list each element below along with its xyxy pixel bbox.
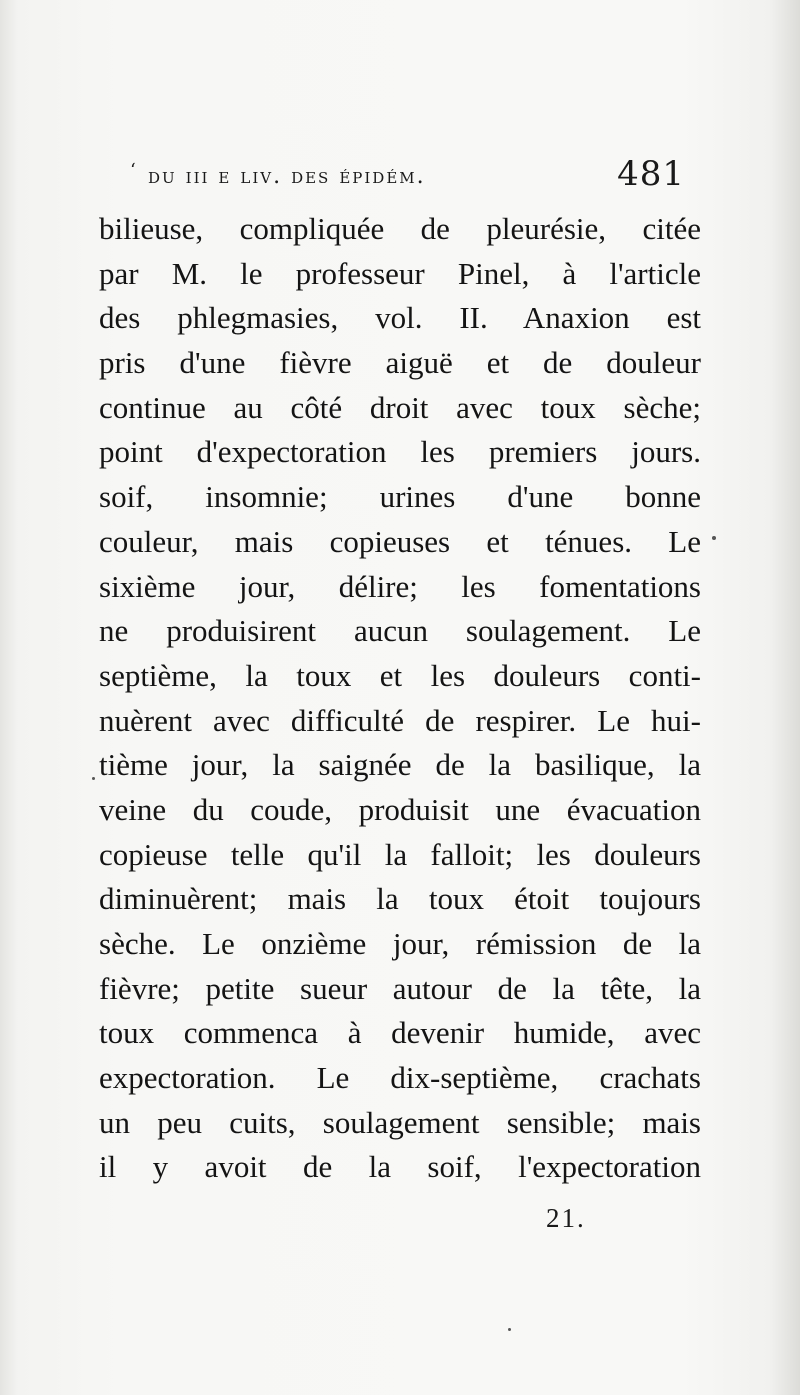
paper-speck	[508, 1328, 511, 1331]
text-line: expectoration. Le dix-septième, crachats	[99, 1060, 701, 1096]
text-line: toux commenca à devenir humide, avec	[99, 1015, 701, 1051]
paper-speck	[92, 777, 95, 780]
text-line: sèche. Le onzième jour, rémission de la	[99, 926, 701, 961]
text-line: veine du coude, produisit une évacuation	[99, 791, 701, 827]
text-line: soif, insomnie; urines d'une bonne	[99, 479, 701, 515]
text-line: bilieuse, compliquée de pleurésie, citée	[99, 211, 701, 246]
text-line: point d'expectoration les premiers jours.	[99, 434, 701, 470]
signature-mark: 21.	[546, 1203, 586, 1233]
text-line: couleur, mais copieuses et ténues. Le	[99, 523, 701, 559]
text-line: sixième jour, délire; les fomentations	[99, 568, 701, 604]
text-line: il y avoit de la soif, l'expectoration	[99, 1149, 701, 1185]
page-number: 481	[617, 154, 685, 194]
text-line: par M. le professeur Pinel, à l'article	[99, 255, 701, 291]
text-line: un peu cuits, soulagement sensible; mais	[99, 1104, 701, 1140]
text-line: des phlegmasies, vol. II. Anaxion est	[99, 300, 701, 336]
page-header	[130, 152, 685, 202]
header-mark: ‘	[130, 160, 136, 181]
text-line: tième jour, la saignée de la basilique, la	[99, 747, 701, 783]
text-line: septième, la toux et les douleurs conti-	[99, 657, 701, 693]
text-line: continue au côté droit avec toux sèche;	[99, 389, 701, 425]
text-line: ne produisirent aucun soulagement. Le	[99, 613, 701, 649]
text-line: nuèrent avec difficulté de respirer. Le hui-	[99, 702, 701, 738]
paper-speck	[712, 536, 716, 540]
text-line: pris d'une fièvre aiguë et de douleur	[99, 345, 701, 381]
text-line: diminuèrent; mais la toux étoit toujours	[99, 881, 701, 917]
text-line: fièvre; petite sueur autour de la tête, la	[99, 970, 701, 1006]
running-head: du iii e liv. des épidém.	[148, 164, 426, 189]
body-text	[99, 207, 701, 1190]
text-line: copieuse telle qu'il la falloit; les douleurs	[99, 836, 701, 872]
